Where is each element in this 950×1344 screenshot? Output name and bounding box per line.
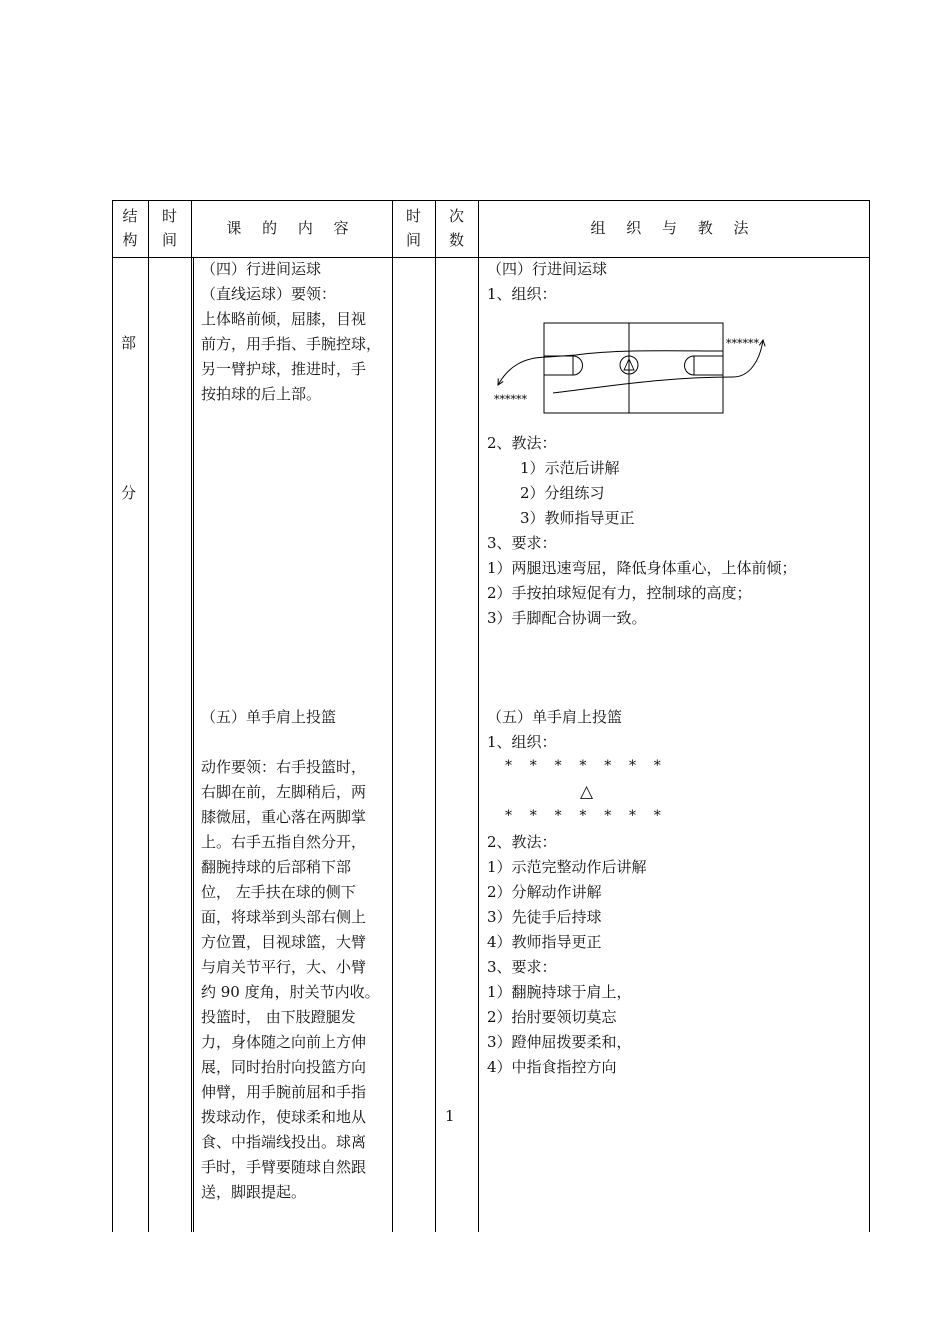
method-teach5-label: 2、教法： [487, 833, 557, 851]
method-req5-label: 3、要求： [487, 958, 557, 976]
method-teach-item: 1）示范后讲解 [520, 459, 620, 477]
text-line: 拨球动作，使球柔和地从 [201, 1108, 367, 1126]
col-border-3 [392, 200, 393, 1232]
text-line: 翻腕持球的后部稍下部 [201, 858, 352, 876]
text-line: 送，脚跟提起。 [201, 1183, 307, 1201]
text-line: 约 90 度角，肘关节内收。 [201, 983, 380, 1001]
method-req-item: 2）手按拍球短促有力，控制球的高度； [487, 584, 752, 602]
court-diagram [488, 315, 788, 420]
text-line: 展，同时抬肘向投篮方向 [201, 1058, 367, 1076]
text-line: 上体略前倾，屈膝，目视 [201, 310, 367, 328]
method-sec5-title: （五）单手肩上投篮 [487, 708, 623, 726]
col-border-0 [112, 200, 113, 1232]
text-line: 按拍球的后上部。 [201, 385, 322, 403]
text-line: 位， 左手扶在球的侧下 [201, 883, 356, 901]
method-req-item: 3）手脚配合协调一致。 [487, 609, 647, 627]
stars-right: ****** [726, 337, 759, 350]
text-line: 面，将球举到头部右侧上 [201, 908, 367, 926]
header-structure: 结 构 [122, 207, 138, 249]
col-border-2b [193, 257, 194, 1232]
text-line: 动作要领：右手投篮时， [201, 758, 367, 776]
method-req5-item: 4）中指食指控方向 [487, 1058, 617, 1076]
left-key [544, 356, 573, 375]
col-border-2 [191, 200, 192, 1232]
text-line: 另一臂护球，推进时，手 [201, 360, 367, 378]
method-teach-item: 2）分组练习 [520, 484, 605, 502]
text-line: 上。右手五指自然分开， [201, 833, 367, 851]
content-sec5-title: （五）单手肩上投篮 [201, 708, 337, 726]
method-req5-item: 1）翻腕持球于肩上， [487, 983, 632, 1001]
formation-triangle: △ [580, 782, 594, 802]
table-top-border [112, 200, 870, 201]
method-req-item: 1）两腿迅速弯屈，降低身体重心，上体前倾； [487, 559, 797, 577]
text-line: 食、中指端线投出。球离 [201, 1133, 367, 1151]
dribble-path-top [498, 351, 723, 385]
text-line: 前方，用手指、手腕控球， [201, 335, 382, 353]
header-count: 次 数 [448, 207, 464, 249]
method-sec4-title: （四）行进间运球 [487, 260, 608, 278]
method-teach5-item: 4）教师指导更正 [487, 933, 602, 951]
stars-left: ****** [494, 393, 527, 406]
text-line: 方位置，目视球篮，大臂 [201, 933, 367, 951]
text-line: 右脚在前，左脚稍后，两 [201, 783, 367, 801]
method-req5-item: 3）蹬伸屈拨要柔和， [487, 1033, 632, 1051]
text-line: 与肩关节平行，大、小臂 [201, 958, 367, 976]
text-line: 伸臂，用手腕前屈和手指 [201, 1083, 367, 1101]
col-border-5 [478, 200, 479, 1232]
col-border-4 [435, 200, 436, 1232]
formation-row-2: * * * * * * * [505, 808, 661, 824]
content-sec5-body [201, 755, 385, 1205]
method-org5-label: 1、组织： [487, 733, 557, 751]
header-content: 课 的 内 容 [226, 219, 357, 237]
method-teach5-item: 1）示范完整动作后讲解 [487, 858, 647, 876]
method-teach5-item: 3）先徒手后持球 [487, 908, 602, 926]
content-sec4-title: （四）行进间运球 [201, 260, 322, 278]
content-sec4-body [201, 307, 383, 407]
method-teach5-item: 2）分解动作讲解 [487, 883, 602, 901]
method-org-label: 1、组织： [487, 285, 557, 303]
structure-char-1: 部 [121, 334, 137, 352]
header-method: 组 织 与 教 法 [590, 219, 757, 237]
text-line: 手时，手臂要随球自然跟 [201, 1158, 367, 1176]
structure-char-2: 分 [121, 484, 137, 502]
method-req5-item: 2）抬肘要领切莫忘 [487, 1008, 617, 1026]
col-border-1 [148, 200, 149, 1232]
header-time2: 时 间 [405, 207, 421, 249]
formation-row-1: * * * * * * * [505, 758, 661, 774]
text-line: 膝微屈，重心落在两脚掌 [201, 808, 367, 826]
header-time: 时 间 [161, 207, 177, 249]
method-teach-item: 3）教师指导更正 [520, 509, 635, 527]
text-line: 投篮时， 由下肢蹬腿发 [201, 1008, 356, 1026]
method-req-label: 3、要求： [487, 534, 557, 552]
count-value: 1 [445, 1107, 455, 1125]
text-line: 力，身体随之向前上方伸 [201, 1033, 367, 1051]
content-sec4-sub: （直线运球）要领： [201, 285, 337, 303]
col-border-6 [869, 200, 870, 1232]
right-key [694, 356, 723, 375]
method-teach-label: 2、教法： [487, 434, 557, 452]
